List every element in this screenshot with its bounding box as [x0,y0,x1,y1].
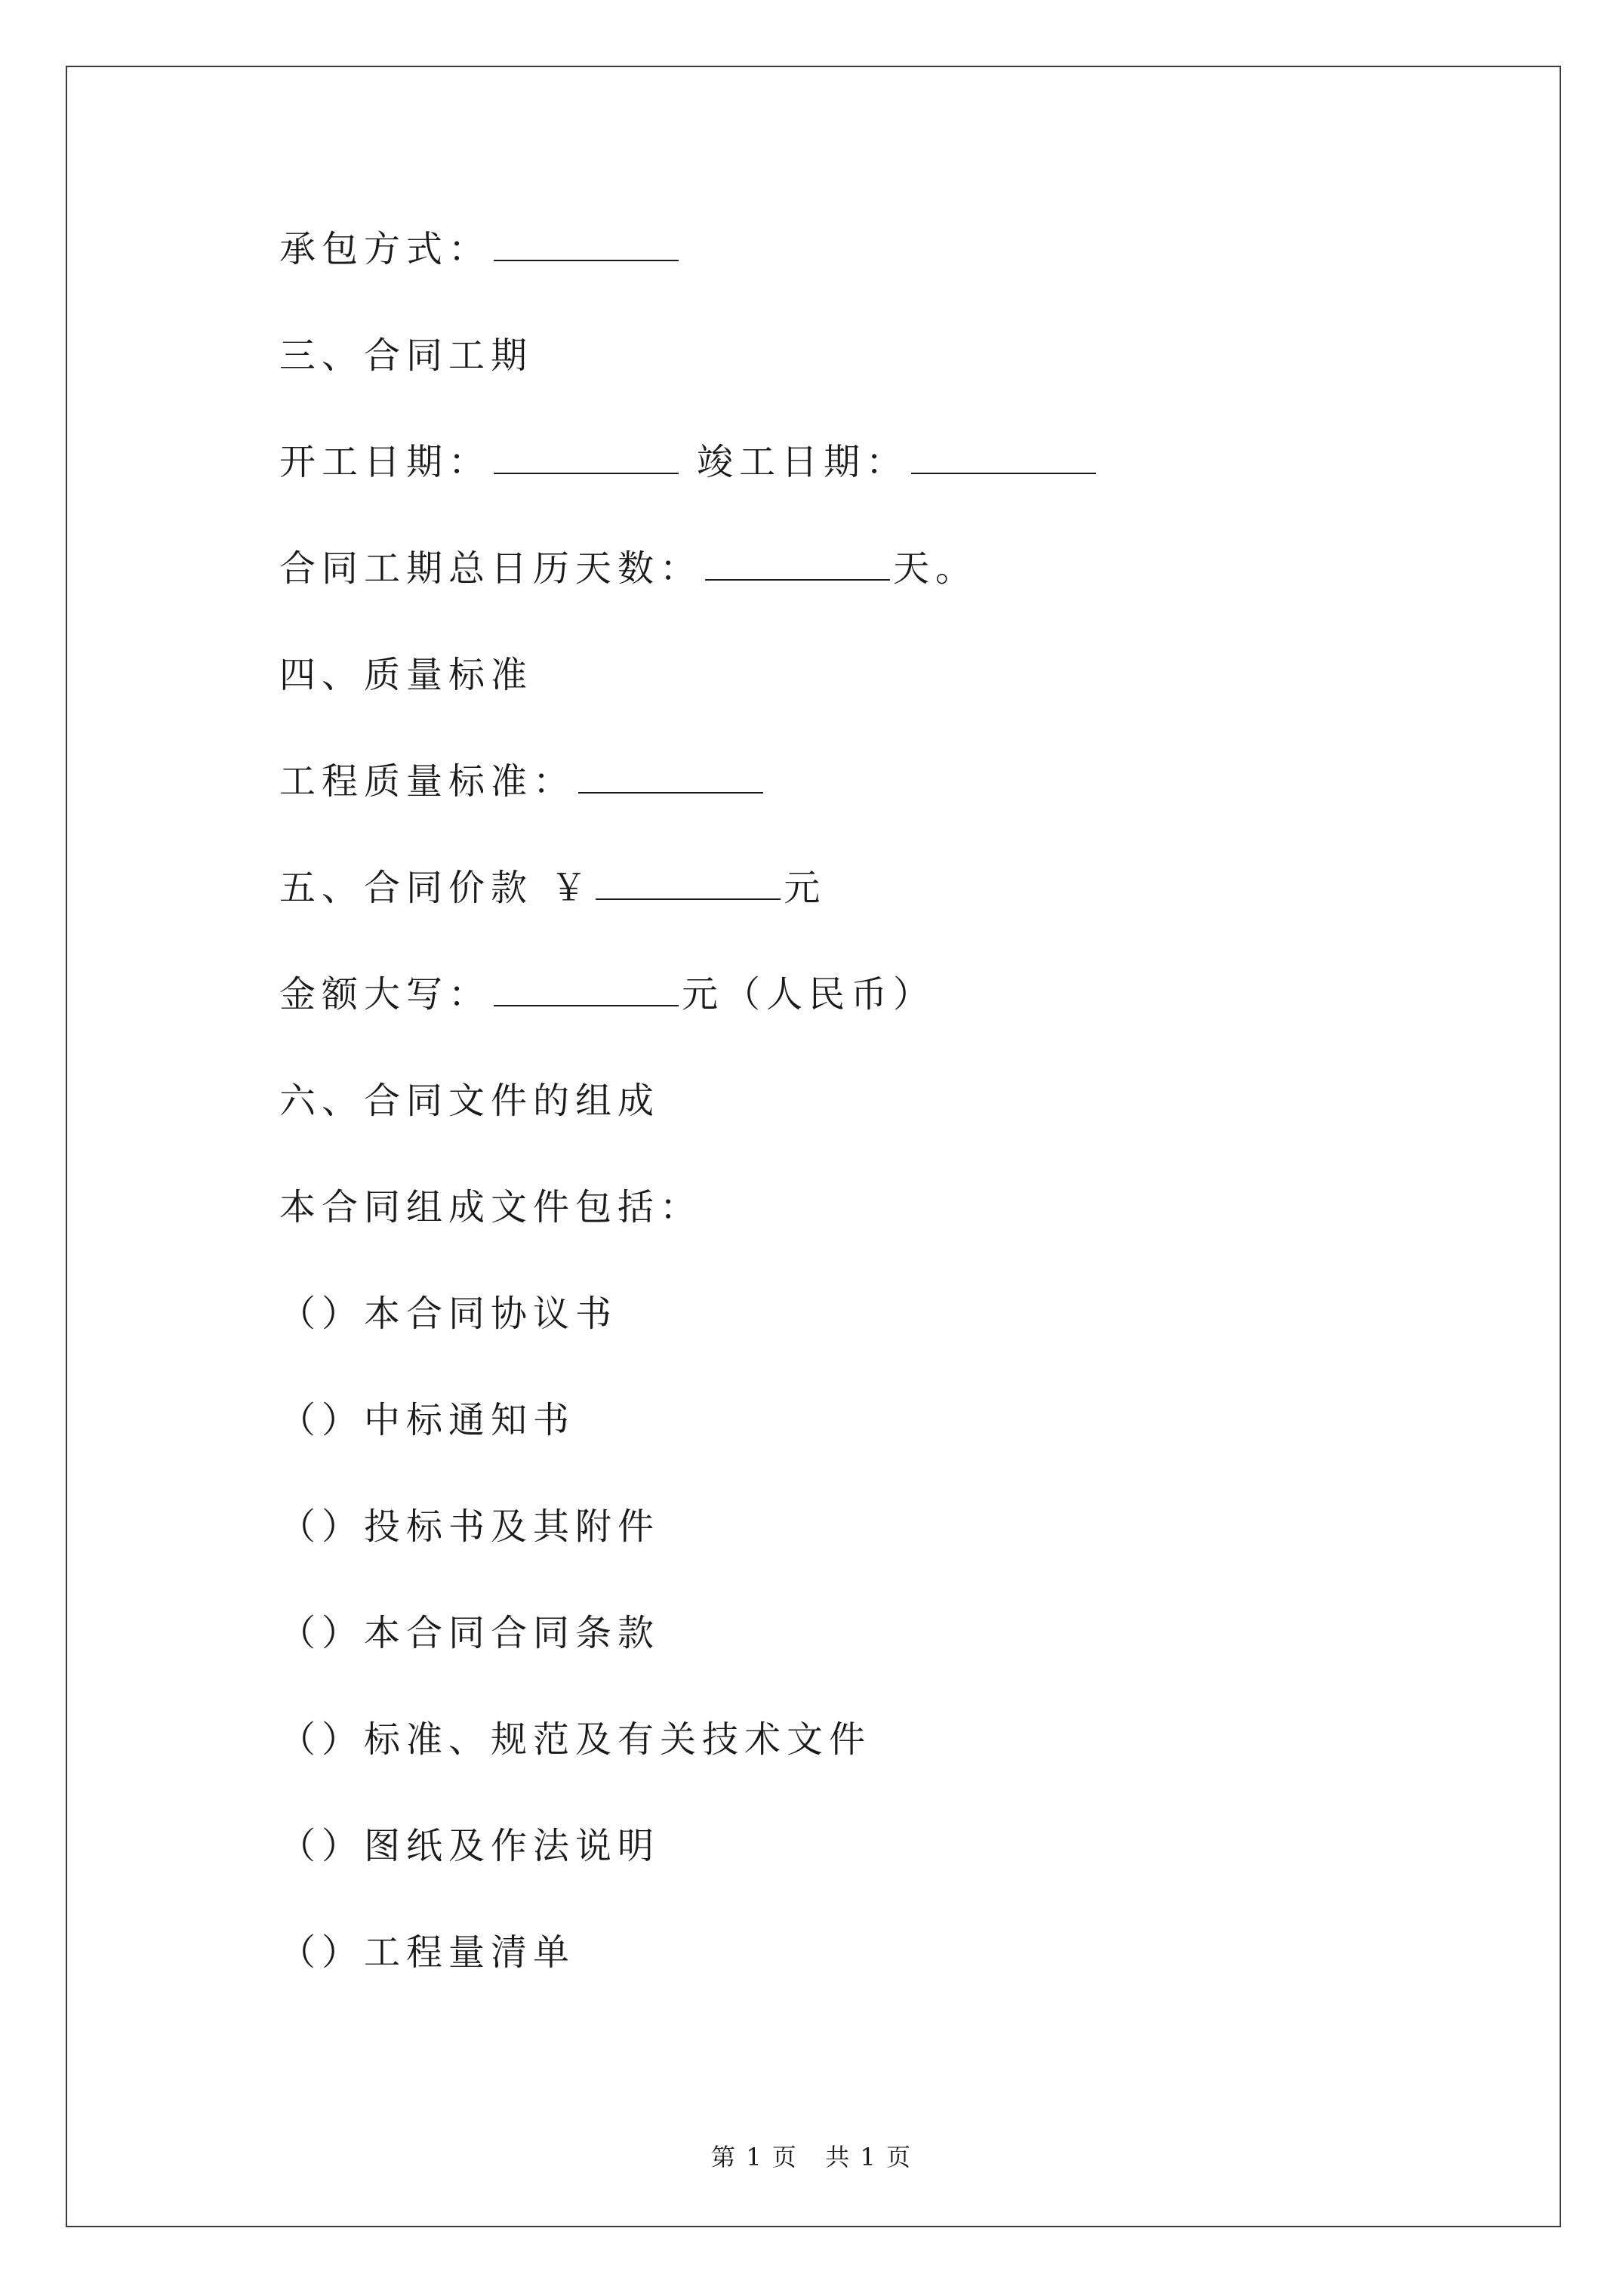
amount-words-label: 金额大写： [279,973,491,1015]
amount-words-blank [494,976,679,1006]
section-3-title: 三、合同工期 [279,334,534,377]
list-item-text: （）标准、规范及有关技术文件 [279,1718,872,1761]
list-item [279,1398,1487,1504]
list-item-text: （）工程量清单 [279,1931,576,1974]
start-date-label: 开工日期： [279,441,491,483]
contract-method-blank [494,231,679,261]
total-days-line [279,546,1487,652]
list-item [279,1291,1487,1398]
list-item [279,1930,1487,2036]
section-6-heading [279,1078,1487,1185]
section-4-heading [279,652,1487,759]
section-5-title: 五、合同价款 ￥ [279,867,593,909]
quality-line [279,759,1487,865]
section-6-title: 六、合同文件的组成 [279,1080,661,1122]
list-item-text: （）本合同协议书 [279,1293,618,1335]
section-3-heading [279,333,1487,439]
price-suffix: 元 [784,867,827,909]
list-item [279,1610,1487,1717]
list-item [279,1504,1487,1610]
start-date-blank [494,444,679,474]
quality-blank [578,763,763,794]
dates-line [279,439,1487,546]
quality-label: 工程质量标准： [279,760,576,803]
contract-method-label: 承包方式： [279,228,491,270]
page-footer: 第 1 页 共 1 页 [711,2143,912,2171]
amount-words-line [279,972,1487,1078]
list-item-text: （）中标通知书 [279,1399,576,1441]
section-4-title: 四、质量标准 [279,654,534,696]
amount-words-suffix: 元（人民币） [682,973,936,1015]
list-item-text: （）本合同合同条款 [279,1612,661,1654]
end-date-label: 竣工日期： [697,441,909,483]
document-body [279,227,1487,2036]
contract-method-line [279,227,1487,333]
total-days-blank [705,550,890,581]
end-date-blank [911,444,1096,474]
total-days-suffix: 天。 [893,547,978,590]
documents-intro-line [279,1185,1487,1291]
price-blank [596,870,781,900]
documents-intro: 本合同组成文件包括： [279,1186,703,1228]
list-item-text: （）投标书及其附件 [279,1505,661,1548]
list-item [279,1717,1487,1823]
list-item [279,1823,1487,1930]
list-item-text: （）图纸及作法说明 [279,1825,661,1867]
section-5-heading [279,865,1487,972]
total-days-label: 合同工期总日历天数： [279,547,703,590]
